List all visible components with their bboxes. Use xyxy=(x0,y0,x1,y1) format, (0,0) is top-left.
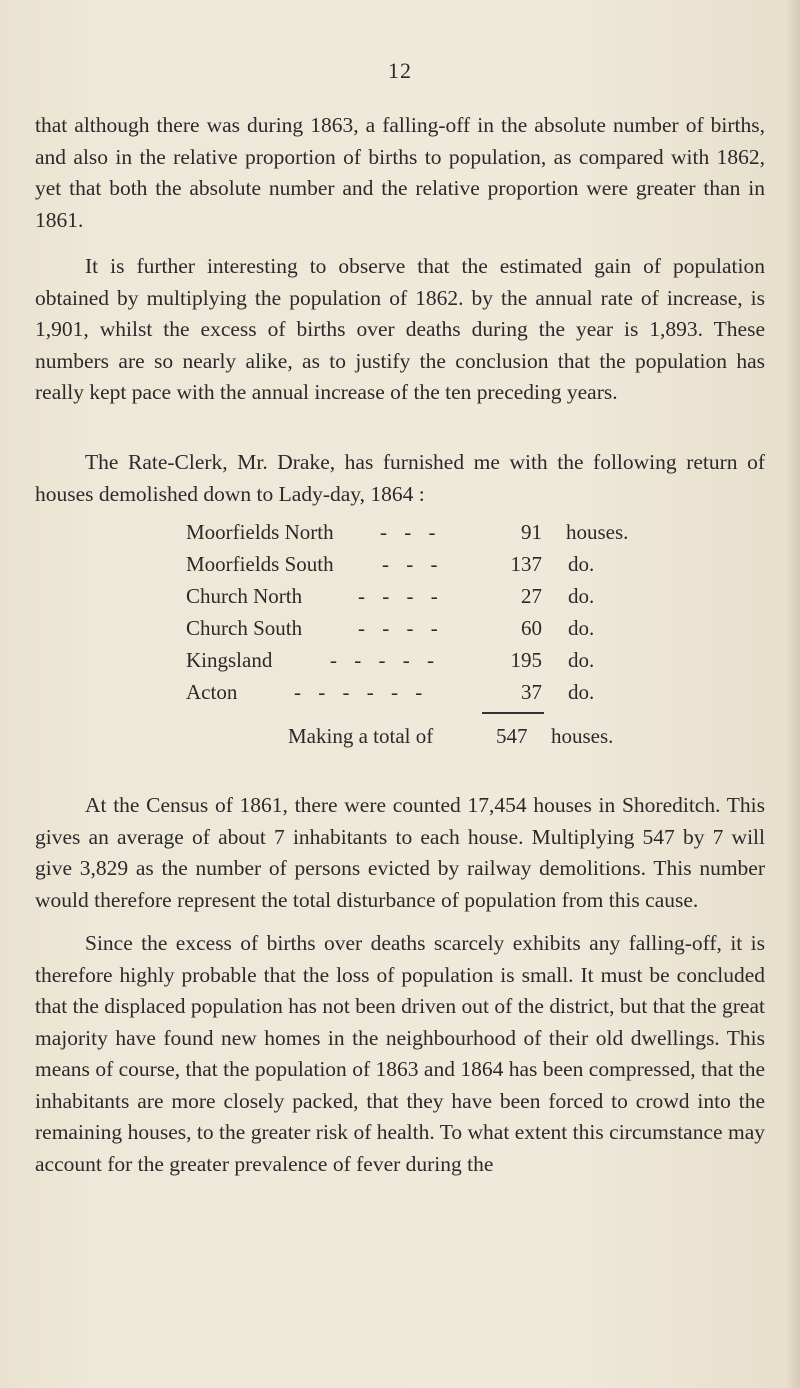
district-name: Acton xyxy=(186,680,238,704)
district-name: Church North xyxy=(186,584,303,608)
table-row xyxy=(0,520,800,552)
table-row xyxy=(0,648,800,680)
table-row xyxy=(0,680,800,712)
total-count: 547 xyxy=(496,724,528,748)
table-row xyxy=(0,616,800,648)
house-count: 60 xyxy=(521,616,542,640)
house-count: 137 xyxy=(510,552,542,576)
table-row xyxy=(0,552,800,584)
leader-dashes: - - - xyxy=(380,520,442,544)
house-count: 37 xyxy=(521,680,542,704)
paragraph-population-gain: It is further interesting to observe that the estimated gain of population obtained by multiplying the population of 1862. by the annual rate of increase, is 1,901, whilst the excess of births over deaths during the year is 1,893. These numbers are so nearly alike, as to justify the conclusion that the population has really kept pace with the annual increase of the ten preceding years. xyxy=(35,254,765,404)
table-row xyxy=(0,584,800,616)
leader-dashes: - - - - xyxy=(358,616,444,640)
total-label: Making a total of xyxy=(288,724,434,748)
paragraph-rate-clerk-return: The Rate-Clerk, Mr. Drake, has furnished me with the following return of houses demolished down to Lady-day, 1864 : xyxy=(35,450,765,506)
leader-dashes: - - - - - xyxy=(330,648,440,672)
house-count: 91 xyxy=(521,520,542,544)
leader-dashes: - - - - xyxy=(358,584,444,608)
paragraph-continuation: that although there was during 1863, a falling-off in the absolute number of births, and also in the relative proportion of births to population, as compared with 1862, yet that both the absolute number and the relative proportion were greater than in 1861. xyxy=(35,113,765,232)
page-number: 12 xyxy=(388,58,412,83)
leader-dashes: - - - - - - xyxy=(294,680,429,704)
district-name: Kingsland xyxy=(186,648,273,672)
count-unit: do. xyxy=(568,552,595,576)
count-unit: do. xyxy=(568,680,595,704)
district-name: Church South xyxy=(186,616,303,640)
leader-dashes: - - - xyxy=(382,552,444,576)
district-name: Moorfields North xyxy=(186,520,334,544)
total-unit: houses. xyxy=(551,724,614,748)
house-count: 195 xyxy=(510,648,542,672)
count-unit: do. xyxy=(568,616,595,640)
count-unit: houses. xyxy=(566,520,629,544)
paragraph-census: At the Census of 1861, there were counted 17,454 houses in Shoreditch. This gives an average of about 7 inhabitants to each house. Multiplying 547 by 7 will give 3,829 as the number of persons evicted by railway demolitions. This number would therefore represent the total disturbance of population from this cause. xyxy=(35,793,765,912)
count-unit: do. xyxy=(568,584,595,608)
district-name: Moorfields South xyxy=(186,552,334,576)
total-divider xyxy=(482,712,544,714)
house-count: 27 xyxy=(521,584,542,608)
paragraph-displaced-population: Since the excess of births over deaths scarcely exhibits any falling-off, it is therefore highly probable that the loss of population is small. It must be concluded that the displaced population has not been driven out of the district, but that the great majority have found new homes in the neighbourhood of their old dwellings. This means of course, that the population of 1863 and 1864 has been compressed, that the inhabitants are more closely packed, that they have been forced to crowd into the remaining houses, to the greater risk of health. To what extent this circumstance may account for the greater prevalence of fever during the xyxy=(35,931,765,1176)
count-unit: do. xyxy=(568,648,595,672)
